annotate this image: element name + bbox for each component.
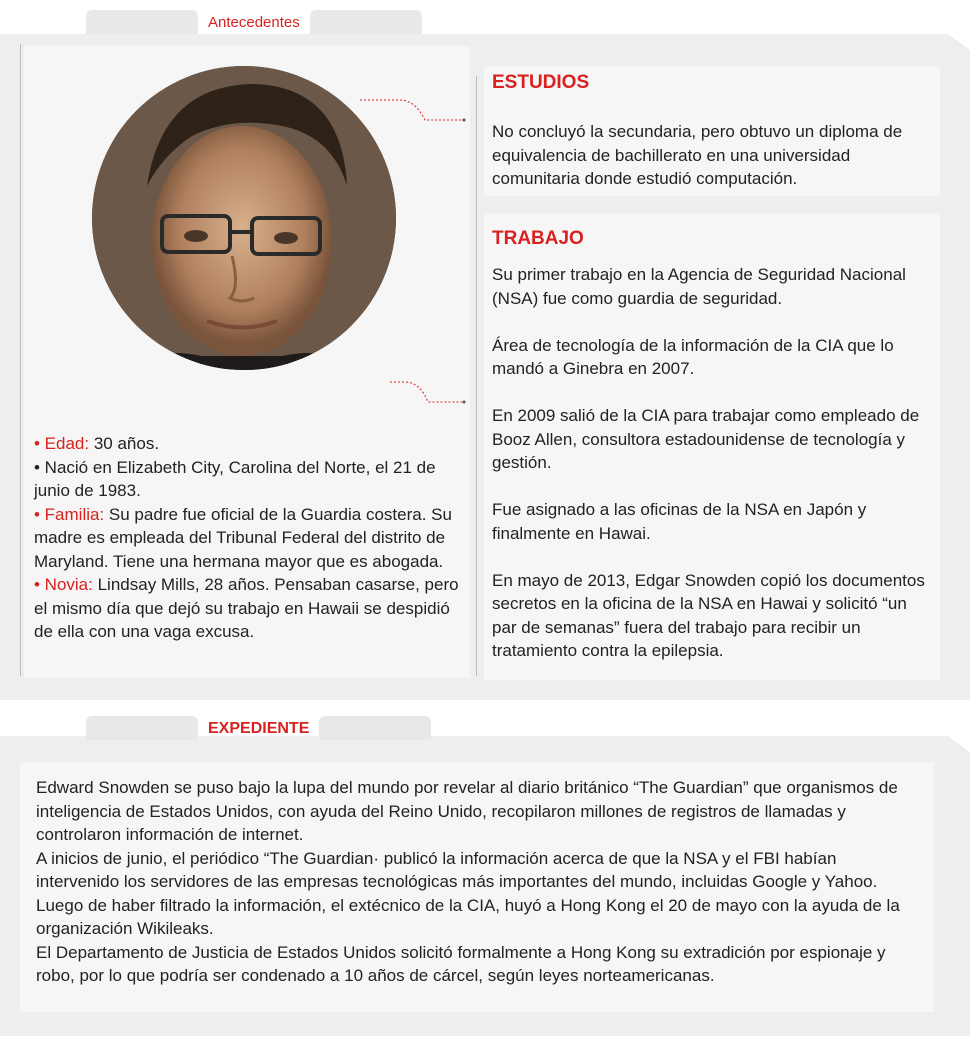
tab-stub-left <box>86 10 198 34</box>
bio-text: 30 años. <box>89 434 160 453</box>
bio-text: Lindsay Mills, 28 años. Pensaban casarse, pero el mismo día que dejó su trabajo en Hawaii se despidió de ella con una vaga excusa. <box>34 575 459 641</box>
center-divider <box>476 76 477 676</box>
bio-text: • Nació en Elizabeth City, Carolina del Norte, el 21 de junio de 1983. <box>34 457 436 500</box>
bio-text: Su padre fue oficial de la Guardia costera. Su madre es empleada del Tribunal Federal del distrito de Maryland. Tiene una hermana mayor que es abogada. <box>34 504 452 571</box>
expediente-text <box>36 776 924 988</box>
expediente-paragraph: Luego de haber filtrado la información, el extécnico de la CIA, huyó a Hong Kong el 20 de mayo con la ayuda de la organización Wikileaks. <box>36 895 900 938</box>
connector-lines <box>360 96 470 406</box>
estudios-text: No concluyó la secundaria, pero obtuvo un diploma de equivalencia de bachillerato en una universidad comunitaria donde estudió computación. <box>492 122 903 188</box>
left-divider <box>20 44 21 676</box>
expediente-tab-label: EXPEDIENTE <box>208 720 310 737</box>
antecedentes-tab-label: Antecedentes <box>208 14 300 31</box>
expediente-paragraph: A inicios de junio, el periódico “The Guardian· publicó la información acerca de que la NSA y el FBI habían intervenido los servidores de las empresas tecnológicas más importantes del mundo, incluidas Google y Yahoo. <box>36 848 878 891</box>
estudios-heading: ESTUDIOS <box>492 72 590 93</box>
trabajo-paragraph: Fue asignado a las oficinas de la NSA en Japón y finalmente en Hawai. <box>492 500 867 543</box>
bio-label: • Familia: <box>34 504 105 524</box>
expediente-tab <box>86 716 431 740</box>
portrait-photo <box>92 66 396 370</box>
antecedentes-tab <box>86 10 422 34</box>
trabajo-paragraph: Su primer trabajo en la Agencia de Seguridad Nacional (NSA) fue como guardia de seguridad. <box>492 265 906 308</box>
bio-label: • Edad: <box>34 434 90 453</box>
trabajo-paragraph: Área de tecnología de la información de la CIA que lo mandó a Ginebra en 2007. <box>492 335 894 378</box>
bio-item-nacimiento <box>34 456 468 503</box>
bio-item-novia <box>34 573 468 644</box>
bio-list <box>34 432 468 644</box>
trabajo-heading: TRABAJO <box>492 228 584 249</box>
portrait-illustration <box>92 66 396 370</box>
trabajo-paragraph: En mayo de 2013, Edgar Snowden copió los documentos secretos en la oficina de la NSA en Hawai y solicitó “un par de semanas” fuera del trabajo para recibir un tratamiento contra la epilepsia. <box>492 570 925 660</box>
tab-stub-right <box>319 716 431 740</box>
trabajo-text <box>492 263 932 663</box>
tab-stub-right <box>310 10 422 34</box>
bio-label: • Novia: <box>34 575 93 594</box>
bio-item-familia <box>34 503 468 574</box>
tab-stub-left <box>86 716 198 740</box>
expediente-paragraph: Edward Snowden se puso bajo la lupa del mundo por revelar al diario británico “The Guardian” que organismos de inteligencia de Estados Unidos, con ayuda del Reino Unido, recopilaron millones de registros de llamadas y controlaron información de internet. <box>36 778 898 844</box>
bio-item-edad <box>34 432 468 456</box>
expediente-paragraph: El Departamento de Justicia de Estados Unidos solicitó formalmente a Hong Kong su extradición por espionaje y robo, por lo que podría ser condenado a 10 años de cárcel, según leyes norteamericanas. <box>36 942 886 985</box>
trabajo-paragraph: En 2009 salió de la CIA para trabajar como empleado de Booz Allen, consultora estadounidense de tecnología y gestión. <box>492 406 920 472</box>
